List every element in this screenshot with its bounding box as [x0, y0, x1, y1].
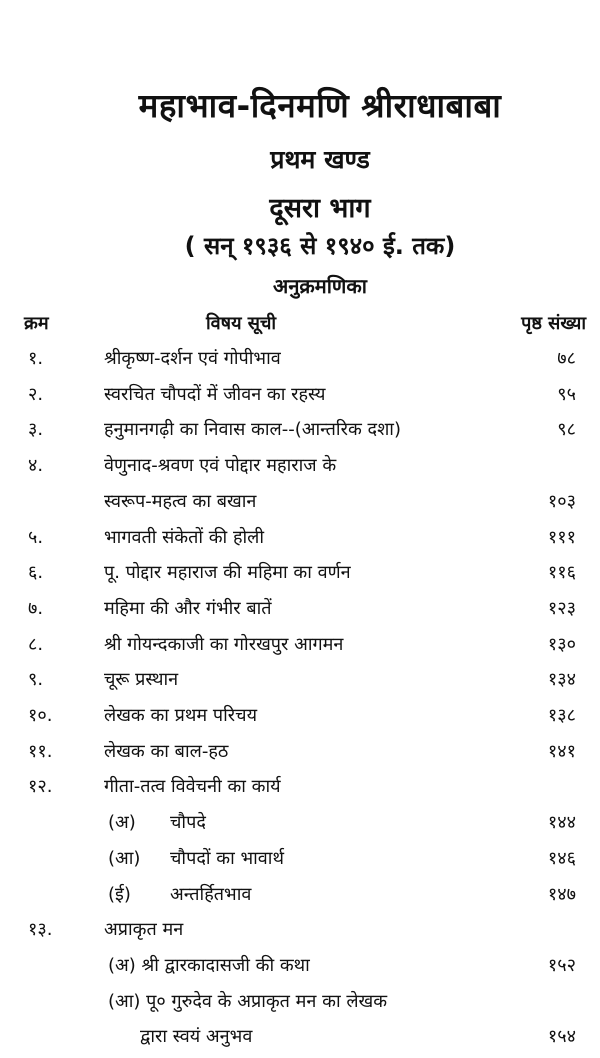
table-row — [0, 382, 600, 416]
entry-topic: श्रीकृष्ण-दर्शन एवं गोपीभाव — [104, 348, 281, 369]
entry-page-number: १२३ — [547, 597, 576, 619]
column-header-prishtha: पृष्ठ संख्या — [521, 313, 586, 334]
period-heading: ( सन् १९३६ से १९४० ई. तक) — [184, 232, 456, 260]
table-row — [0, 953, 600, 987]
book-title: महाभाव-दिनमणि श्रीराधाबाबा — [138, 86, 502, 125]
entry-sub-marker: (अ) — [108, 812, 136, 834]
entry-topic-text: चौपदे — [170, 812, 206, 834]
index-heading: अनुक्रमणिका — [273, 274, 367, 298]
entry-topic-text: चौपदों का भावार्थ — [170, 847, 284, 869]
table-row — [0, 596, 600, 630]
table-row — [0, 846, 600, 880]
entry-topic: लेखक का प्रथम परिचय — [104, 705, 258, 726]
entry-page-number: ११६ — [547, 562, 576, 584]
entry-topic: श्री गोयन्दकाजी का गोरखपुर आगमन — [104, 633, 344, 655]
entry-page-number: १४७ — [547, 883, 576, 905]
entry-topic: (अ) श्री द्वारकादासजी की कथा — [108, 954, 310, 976]
entry-page-number: १५२ — [547, 954, 576, 976]
entry-number: ६. — [28, 562, 44, 584]
entry-page-number: १३४ — [547, 669, 576, 691]
entry-topic — [108, 810, 206, 834]
table-row — [0, 346, 600, 380]
entry-sub-marker: (आ) — [108, 847, 141, 869]
entry-topic: (आ) पू० गुरुदेव के अप्राकृत मन का लेखक — [108, 990, 388, 1012]
entry-page-number: १४६ — [547, 847, 576, 869]
entry-page-number: १११ — [547, 526, 576, 548]
table-row — [0, 1024, 600, 1058]
table-row — [0, 632, 600, 666]
table-row — [0, 703, 600, 737]
column-header-vishay: विषय सूची — [206, 313, 277, 334]
entry-topic: अप्राकृत मन — [104, 919, 184, 941]
entry-topic: चूरू प्रस्थान — [104, 669, 179, 691]
column-header-krama: क्रम — [24, 313, 49, 334]
entry-topic: द्वारा स्वयं अनुभव — [140, 1026, 253, 1048]
section-heading: दूसरा भाग — [269, 193, 371, 224]
entry-page-number: १०३ — [547, 490, 576, 512]
entry-number: ४. — [28, 455, 44, 477]
part-heading: प्रथम खण्ड — [270, 145, 370, 174]
entry-topic: भागवती संकेतों की होली — [104, 526, 265, 548]
entry-topic: महिमा की और गंभीर बातें — [104, 597, 272, 619]
entry-sub-marker: (ई) — [108, 883, 131, 905]
entry-topic: स्वरचित चौपदों में जीवन का रहस्य — [104, 383, 326, 405]
table-row — [0, 774, 600, 808]
entry-page-number: १५४ — [547, 1026, 576, 1048]
entry-number: ८. — [28, 633, 44, 655]
entry-number: १३. — [28, 919, 53, 941]
entry-page-number: १३८ — [547, 705, 576, 726]
table-row — [0, 989, 600, 1023]
entry-number: ३. — [28, 419, 44, 441]
entry-topic: वेणुनाद-श्रवण एवं पोद्दार महाराज के — [104, 455, 337, 477]
table-row — [0, 560, 600, 594]
table-row — [0, 453, 600, 487]
table-row — [0, 739, 600, 773]
table-row — [0, 489, 600, 523]
entry-page-number: १३० — [547, 633, 576, 655]
entry-page-number: १४४ — [547, 812, 576, 834]
entry-number: १२. — [28, 776, 53, 798]
entry-number: ७. — [28, 597, 44, 619]
entry-topic — [108, 882, 251, 906]
entry-page-number: १४१ — [547, 740, 576, 762]
column-header-row — [0, 311, 600, 341]
entry-topic: स्वरूप-महत्व का बखान — [104, 490, 257, 512]
table-row — [0, 417, 600, 451]
entry-number: ५. — [28, 526, 44, 548]
entry-topic — [108, 846, 284, 870]
entry-page-number: ७८ — [557, 348, 576, 369]
entry-topic: गीता-तत्व विवेचनी का कार्य — [104, 776, 281, 798]
entry-number: १०. — [28, 705, 53, 726]
table-row — [0, 917, 600, 951]
entry-page-number: ९८ — [557, 419, 576, 441]
entry-topic-text: अन्तर्हितभाव — [170, 883, 252, 905]
entry-topic: लेखक का बाल-हठ — [104, 740, 229, 762]
entry-number: ९. — [28, 669, 44, 691]
entry-topic: हनुमानगढ़ी का निवास काल--(आन्तरिक दशा) — [104, 419, 401, 441]
entry-number: ११. — [28, 740, 53, 762]
entry-number: २. — [28, 383, 44, 405]
entry-number: १. — [28, 348, 44, 369]
entry-topic: पू. पोद्दार महाराज की महिमा का वर्णन — [104, 562, 351, 584]
entry-page-number: ९५ — [557, 383, 576, 405]
table-row — [0, 667, 600, 701]
table-row — [0, 810, 600, 844]
table-row — [0, 882, 600, 916]
table-row — [0, 525, 600, 559]
